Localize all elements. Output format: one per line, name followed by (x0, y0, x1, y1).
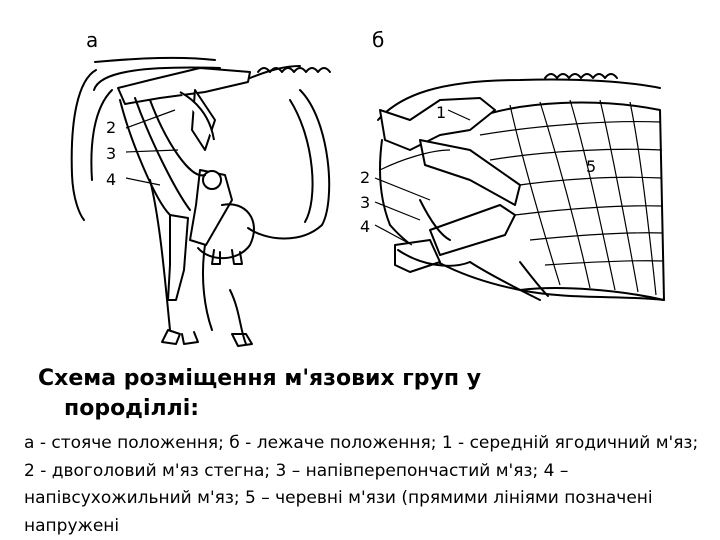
panel-a-label: а (86, 28, 99, 52)
panel-b-number-1: 1 (436, 103, 447, 122)
panel-a-drawing (72, 58, 330, 346)
panel-a-number-3: 3 (106, 144, 117, 163)
panel-b-number-4: 4 (360, 217, 371, 236)
panel-b-number-3: 3 (360, 193, 371, 212)
panel-b-number-5: 5 (586, 157, 597, 176)
figure-title (38, 364, 678, 424)
panel-b-drawing (375, 74, 664, 300)
panel-b-number-2: 2 (360, 168, 371, 187)
title-line-1: Схема розміщення м'язових груп у (38, 366, 482, 391)
title-line-2: породіллі: (64, 396, 200, 421)
figure-caption: а - стояче положення; б - лежаче положення; 1 - середній ягодичний м'яз; 2 - двоголовий м'яз стегна; 3 – напівперепончастий м'яз; 4 – напівсухожильний м'яз; 5 – черевні м'язи (прямими лініями позначені напружені (24, 433, 699, 536)
panel-a-number-4: 4 (106, 170, 117, 189)
panel-b-label: б (372, 28, 385, 52)
panel-a-number-2: 2 (106, 118, 117, 137)
